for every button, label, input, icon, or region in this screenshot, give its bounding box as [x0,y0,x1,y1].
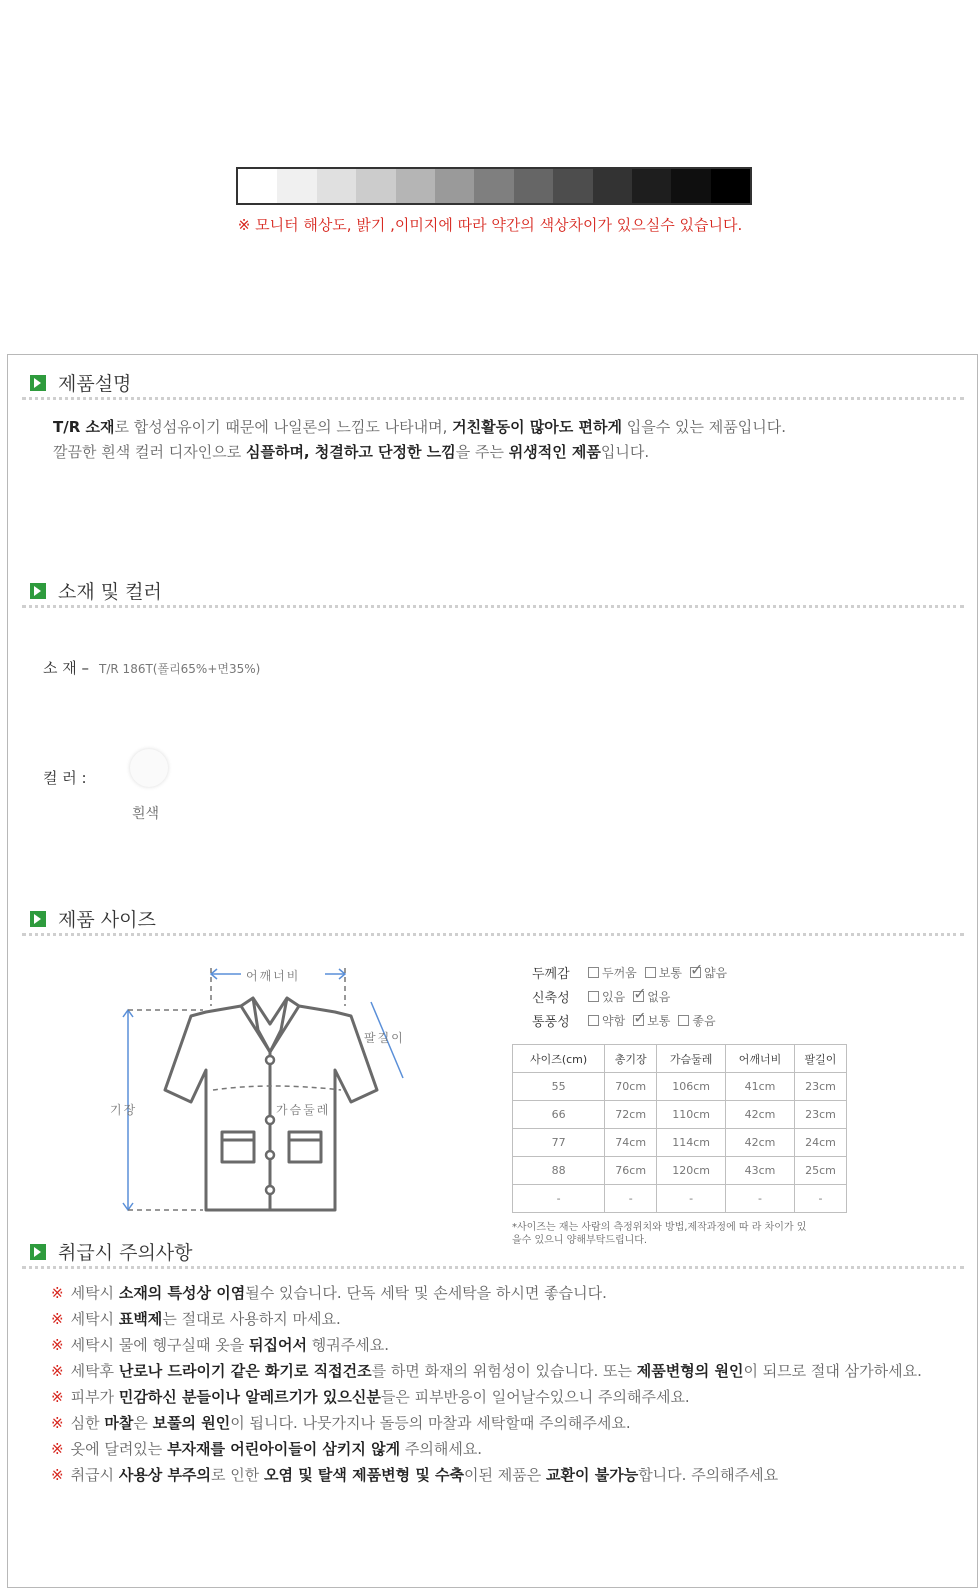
care-item [51,1280,922,1306]
table-cell: 66 [513,1101,605,1129]
body-text: 세탁후 [70,1362,119,1380]
table-cell: 42cm [726,1129,795,1157]
grayscale-swatch [671,169,710,203]
care-item [51,1462,922,1488]
checkbox-icon[interactable] [588,991,599,1002]
reference-mark-icon: ※ [51,1466,64,1484]
emphasis-text: 오염 및 탈색 제품변형 및 수축 [264,1466,465,1484]
table-cell: 110cm [657,1101,726,1129]
material-row [43,657,260,678]
grayscale-swatch [514,169,553,203]
section-arrow-icon [30,375,46,391]
emphasis-text: 민감하신 분들이나 알레르기가 있으신분 [118,1388,381,1406]
body-text: 입을수 있는 제품입니다. [621,418,786,436]
body-text: 은 [133,1414,153,1432]
care-item [51,1384,922,1410]
body-text: 세탁시 [70,1284,119,1302]
body-text: 깔끔한 흰색 컬러 디자인으로 [53,443,246,461]
care-item [51,1306,922,1332]
description-line-1 [53,415,786,440]
description-line-2 [53,440,649,465]
shirt-measurement-diagram [103,960,433,1220]
body-text: 이된 제품은 [464,1466,547,1484]
body-text: 헹궈주세요. [307,1336,390,1354]
checked-checkbox-icon[interactable] [633,1015,644,1026]
grayscale-swatch [711,169,750,203]
size-table-header-cell: 총기장 [605,1045,657,1073]
body-text: 로 인한 [211,1466,265,1484]
section-title-care: 취급시 주의사항 [30,1238,193,1265]
emphasis-text: 소재의 특성상 이염 [118,1284,246,1302]
table-row [513,1101,847,1129]
property-option-label: 보통 [647,1014,671,1028]
color-label: 컬 러 : [43,769,87,787]
body-text: 심한 [70,1414,105,1432]
body-text: 합니다. 주의해주세요 [638,1466,779,1484]
size-note: *사이즈는 재는 사람의 측정위치와 방법,제작과정에 따 라 차이가 있을수 있으니 양해부탁드립니다. [512,1222,807,1246]
property-option-label: 좋음 [692,1014,716,1028]
table-cell: 76cm [605,1157,657,1185]
grayscale-swatch [238,169,277,203]
property-label: 신축성 [532,991,570,1006]
property-label: 통풍성 [532,1015,570,1030]
body-text: 옷에 달려있는 [70,1440,168,1458]
product-detail-panel [7,354,978,1588]
body-text: 피부가 [70,1388,119,1406]
body-text: 이 됩니다. 나뭇가지나 돌등의 마찰과 세탁할때 주의해주세요. [230,1414,631,1432]
property-label: 두께감 [532,967,570,982]
shirt-outline [165,998,377,1210]
table-cell: 25cm [794,1157,846,1185]
divider [22,397,964,400]
property-option-label: 있음 [602,990,626,1004]
section-arrow-icon [30,1244,46,1260]
table-cell: 41cm [726,1073,795,1101]
body-text: 세탁시 물에 헹구실때 옷을 [70,1336,250,1354]
body-text: 들은 피부반응이 일어날수있으니 주의해주세요. [380,1388,690,1406]
monitor-notice: ※ 모니터 해상도, 밝기 ,이미지에 따라 약간의 색상차이가 있으실수 있습니다. [237,216,743,234]
property-option[interactable] [645,964,682,981]
property-row [532,987,670,1006]
reference-mark-icon: ※ [51,1284,64,1302]
body-text: 될수 있습니다. 단독 세탁 및 손세탁을 하시면 좋습니다. [245,1284,607,1302]
reference-mark-icon: ※ [51,1388,64,1406]
table-cell: 106cm [657,1073,726,1101]
property-option[interactable] [678,1012,715,1029]
property-option[interactable] [588,1012,625,1029]
care-item [51,1358,922,1384]
checkbox-icon[interactable] [588,967,599,978]
table-cell: 43cm [726,1157,795,1185]
emphasis-text: 제품변형의 원인 [636,1362,744,1380]
property-option-label: 보통 [658,966,682,980]
property-option[interactable] [588,988,625,1005]
checkbox-icon[interactable] [678,1015,689,1026]
body-text: 를 하면 화재의 위험성이 있습니다. 또는 [371,1362,637,1380]
size-table-header-cell: 사이즈(cm) [513,1045,605,1073]
label-shoulder: 어깨너비 [246,969,301,983]
grayscale-swatch [435,169,474,203]
material-value: T/R 186T(폴리65%+면35%) [99,662,261,676]
emphasis-text: 교환이 불가능 [546,1466,639,1484]
emphasis-text: 심플하며, 청결하고 단정한 느낌 [245,443,456,461]
grayscale-swatch [317,169,356,203]
property-option[interactable] [690,964,727,981]
grayscale-swatch [396,169,435,203]
checkbox-icon[interactable] [645,967,656,978]
reference-mark-icon: ※ [51,1336,64,1354]
size-table [512,1044,847,1213]
table-cell: 70cm [605,1073,657,1101]
emphasis-text: 부자재를 어린아이들이 삼키지 않게 [167,1440,401,1458]
emphasis-text: 난로나 드라이기 같은 화기로 직접건조 [118,1362,372,1380]
property-option-label: 없음 [647,990,671,1004]
property-row [532,1011,716,1030]
table-row [513,1157,847,1185]
section-arrow-icon [30,583,46,599]
reference-mark-icon: ※ [51,1414,64,1432]
grayscale-swatch [632,169,671,203]
size-table-header-cell: 팔길이 [794,1045,846,1073]
grayscale-swatch [356,169,395,203]
table-cell: - [726,1185,795,1213]
care-item [51,1436,922,1462]
property-option-label: 약함 [602,1014,626,1028]
property-option[interactable] [633,988,670,1005]
property-row [532,963,727,982]
table-cell: 120cm [657,1157,726,1185]
body-text: 로 합성섬유이기 때문에 나일론의 느낌도 나타내며, [114,418,453,436]
table-row [513,1129,847,1157]
body-text: 이 되므로 절대 삼가하세요. [743,1362,922,1380]
emphasis-text: 보풀의 원인 [152,1414,231,1432]
care-item [51,1332,922,1358]
body-text: 세탁시 [70,1310,119,1328]
section-title-material-color: 소재 및 컬러 [30,577,162,604]
divider [22,933,964,936]
table-cell: 24cm [794,1129,846,1157]
table-cell: 88 [513,1157,605,1185]
table-cell: 23cm [794,1073,846,1101]
emphasis-text: 위생적인 제품 [508,443,601,461]
label-chest: 가슴둘레 [276,1103,331,1117]
body-text: 취급시 [70,1466,119,1484]
care-list [51,1280,922,1488]
body-text: 을 주는 [455,443,509,461]
emphasis-text: 뒤집어서 [249,1336,308,1354]
property-option[interactable] [633,1012,670,1029]
grayscale-swatch [553,169,592,203]
table-cell: 55 [513,1073,605,1101]
checked-checkbox-icon[interactable] [690,967,701,978]
reference-mark-icon: ※ [51,1310,64,1328]
body-text: 입니다. [600,443,650,461]
color-swatch-white[interactable] [130,749,168,787]
emphasis-text: 사용상 부주의 [118,1466,211,1484]
table-cell: - [605,1185,657,1213]
material-label: 소 재 – [43,659,90,677]
property-option-label: 얇음 [703,966,728,980]
label-sleeve: 팔길이 [364,1031,405,1045]
size-table-header-cell: 어깨너비 [726,1045,795,1073]
reference-mark-icon: ※ [51,1362,64,1380]
section-title-size: 제품 사이즈 [30,905,156,932]
care-item [51,1410,922,1436]
divider [22,605,964,608]
size-table-header-cell: 가슴둘레 [657,1045,726,1073]
table-row [513,1185,847,1213]
table-cell: 72cm [605,1101,657,1129]
size-table-header [513,1045,847,1073]
label-length: 기장 [110,1103,138,1117]
table-cell: 114cm [657,1129,726,1157]
grayscale-swatch [277,169,316,203]
section-title-description: 제품설명 [30,369,131,396]
chest-line [213,1086,341,1090]
table-cell: 42cm [726,1101,795,1129]
property-option[interactable] [588,964,637,981]
divider [22,1266,964,1269]
checkbox-icon[interactable] [588,1015,599,1026]
grayscale-swatch [474,169,513,203]
table-row [513,1073,847,1101]
grayscale-strip [236,167,752,205]
table-cell: 23cm [794,1101,846,1129]
emphasis-text: T/R 소재 [53,418,115,436]
table-cell: 77 [513,1129,605,1157]
reference-mark-icon: ※ [51,1440,64,1458]
table-cell: - [657,1185,726,1213]
table-cell: 74cm [605,1129,657,1157]
checked-checkbox-icon[interactable] [633,991,644,1002]
grayscale-swatch [593,169,632,203]
table-cell: - [794,1185,846,1213]
emphasis-text: 거친활동이 많아도 편하게 [452,418,622,436]
table-cell: - [513,1185,605,1213]
section-arrow-icon [30,911,46,927]
emphasis-text: 마찰 [104,1414,134,1432]
emphasis-text: 표백제 [118,1310,163,1328]
property-option-label: 두꺼움 [602,966,637,980]
color-name: 흰색 [132,806,160,822]
body-text: 주의해세요. [400,1440,483,1458]
body-text: 는 절대로 사용하지 마세요. [162,1310,341,1328]
